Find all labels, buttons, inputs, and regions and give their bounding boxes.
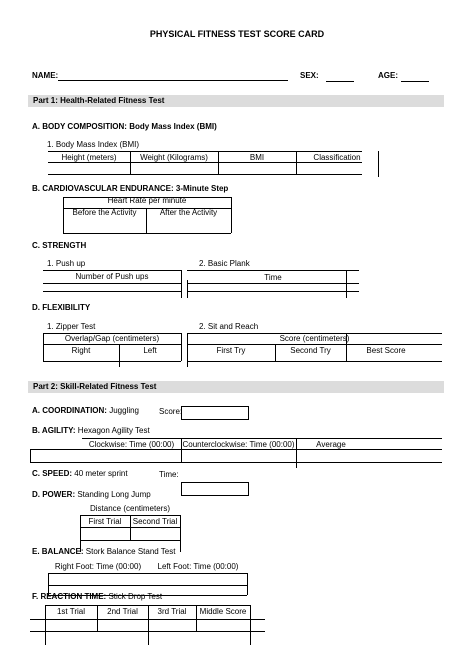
bmi-col-bmi: BMI bbox=[249, 153, 265, 162]
bmi-table-top bbox=[48, 151, 362, 152]
balance-col-right-foot: Right Foot: Time (00:00) bbox=[54, 562, 142, 571]
body-composition-label: A. BODY COMPOSITION: bbox=[32, 122, 127, 131]
strength-heading: C. STRENGTH bbox=[32, 241, 87, 250]
agility-label: B. AGILITY: bbox=[32, 426, 76, 435]
coordination-score-box[interactable] bbox=[181, 406, 249, 420]
name-label: NAME: bbox=[32, 71, 59, 80]
part2-heading: Part 2: Skill-Related Fitness Test bbox=[33, 382, 157, 391]
speed-time-label: Time: bbox=[159, 470, 179, 479]
agility-table-left bbox=[30, 449, 31, 462]
power-col-first: First Trial bbox=[88, 517, 122, 526]
balance-table-top bbox=[48, 573, 247, 574]
cardio-label: B. CARDIOVASCULAR ENDURANCE: bbox=[32, 184, 174, 193]
speed-label: C. SPEED: bbox=[32, 469, 73, 478]
sit-reach-table-bottom bbox=[187, 361, 442, 362]
reaction-heading bbox=[32, 592, 162, 601]
coordination-title: Juggling bbox=[109, 406, 140, 415]
plank-table-mid bbox=[187, 283, 359, 284]
pushup-table-bottom bbox=[43, 291, 181, 292]
reaction-label: F. REACTION TIME: bbox=[32, 592, 107, 601]
agility-table-mid bbox=[30, 449, 442, 450]
cardio-title: 3-Minute Step bbox=[175, 184, 229, 193]
bmi-table-mid bbox=[48, 162, 362, 163]
zipper-table-mid bbox=[43, 344, 181, 345]
cardio-table-bottom bbox=[63, 233, 231, 234]
body-composition-heading bbox=[32, 122, 217, 131]
flexibility-heading: D. FLEXIBILITY bbox=[32, 303, 91, 312]
zipper-table-bottom bbox=[43, 361, 181, 362]
power-group-label: Distance (centimeters) bbox=[89, 504, 171, 513]
reaction-col-2nd: 2nd Trial bbox=[107, 607, 138, 616]
bmi-table-bottom bbox=[48, 174, 362, 175]
bmi-item: 1. Body Mass Index (BMI) bbox=[47, 140, 140, 149]
bmi-col-height: Height (meters) bbox=[61, 153, 117, 162]
pushup-table-right bbox=[181, 270, 182, 298]
sit-reach-item: 2. Sit and Reach bbox=[199, 322, 259, 331]
coordination-score-label: Score: bbox=[159, 407, 183, 416]
zipper-col-left: Left bbox=[143, 346, 157, 355]
bmi-col-classification: Classification bbox=[313, 153, 361, 162]
balance-title: Stork Balance Stand Test bbox=[85, 547, 176, 556]
power-table-bottom bbox=[80, 540, 180, 541]
bmi-col-divider bbox=[378, 151, 379, 177]
cardio-group-label: Heart Rate per minute bbox=[107, 196, 187, 205]
part2-heading-band bbox=[28, 381, 444, 393]
power-heading bbox=[32, 490, 151, 499]
cardio-col-after: After the Activity bbox=[159, 208, 218, 217]
speed-time-box[interactable] bbox=[181, 482, 249, 496]
reaction-col-3rd: 3rd Trial bbox=[157, 607, 187, 616]
power-title: Standing Long Jump bbox=[77, 490, 151, 499]
speed-heading bbox=[32, 469, 128, 478]
agility-title: Hexagon Agility Test bbox=[77, 426, 150, 435]
zipper-item: 1. Zipper Test bbox=[47, 322, 96, 331]
pushup-table-mid bbox=[43, 283, 181, 284]
pushup-col: Number of Push ups bbox=[75, 272, 149, 281]
power-label: D. POWER: bbox=[32, 490, 76, 499]
plank-col-time: Time bbox=[264, 273, 282, 282]
reaction-table-right bbox=[250, 605, 251, 645]
sit-reach-table-mid bbox=[187, 344, 442, 345]
body-composition-title: Body Mass Index (BMI) bbox=[129, 122, 217, 131]
sit-reach-col-best: Best Score bbox=[366, 346, 406, 355]
agility-table-top bbox=[82, 438, 442, 439]
cardio-col-before: Before the Activity bbox=[72, 208, 137, 217]
balance-table-bottom bbox=[48, 585, 247, 586]
name-line[interactable] bbox=[58, 80, 288, 81]
balance-table-right bbox=[247, 573, 248, 595]
sex-label: SEX: bbox=[300, 71, 319, 80]
agility-col-average: Average bbox=[316, 440, 346, 449]
part1-heading-band bbox=[28, 95, 444, 107]
power-col-second: Second Trial bbox=[132, 517, 178, 526]
coordination-heading bbox=[32, 406, 139, 415]
plank-item: 2. Basic Plank bbox=[199, 259, 250, 268]
sex-line[interactable] bbox=[326, 81, 354, 82]
age-line[interactable] bbox=[401, 81, 429, 82]
zipper-col-right: Right bbox=[71, 346, 91, 355]
agility-col-clockwise: Clockwise: Time (00:00) bbox=[88, 440, 175, 449]
agility-heading bbox=[32, 426, 150, 435]
reaction-title: Stick Drop Test bbox=[108, 592, 163, 601]
reaction-col-middle: Middle Score bbox=[199, 607, 247, 616]
reaction-col-1st: 1st Trial bbox=[56, 607, 85, 616]
balance-label: E. BALANCE: bbox=[32, 547, 84, 556]
zipper-table-right bbox=[181, 333, 182, 361]
plank-table-top bbox=[187, 270, 359, 271]
balance-heading bbox=[32, 547, 175, 556]
speed-title: 40 meter sprint bbox=[74, 469, 128, 478]
power-table-right bbox=[180, 515, 181, 552]
coordination-label: A. COORDINATION: bbox=[32, 406, 107, 415]
sit-reach-col-second: Second Try bbox=[290, 346, 331, 355]
agility-col-counterclockwise: Counterclockwise: Time (00:00) bbox=[182, 440, 295, 449]
balance-col-left-foot: Left Foot: Time (00:00) bbox=[157, 562, 239, 571]
plank-table-bottom bbox=[187, 291, 359, 292]
sit-reach-col-first: First Try bbox=[216, 346, 246, 355]
part1-heading: Part 1: Health-Related Fitness Test bbox=[33, 96, 165, 105]
cardio-heading bbox=[32, 184, 228, 193]
cardio-table-right bbox=[231, 197, 232, 233]
page-title: PHYSICAL FITNESS TEST SCORE CARD bbox=[149, 29, 325, 39]
sit-reach-group-label: Score (centimeters) bbox=[279, 334, 350, 343]
pushup-item: 1. Push up bbox=[47, 259, 86, 268]
agility-table-bottom bbox=[30, 462, 442, 463]
age-label: AGE: bbox=[378, 71, 398, 80]
zipper-group-label: Overlap/Gap (centimeters) bbox=[64, 334, 160, 343]
plank-table-left bbox=[187, 280, 188, 298]
bmi-col-weight: Weight (Kilograms) bbox=[140, 153, 208, 162]
pushup-table-top bbox=[43, 270, 181, 271]
